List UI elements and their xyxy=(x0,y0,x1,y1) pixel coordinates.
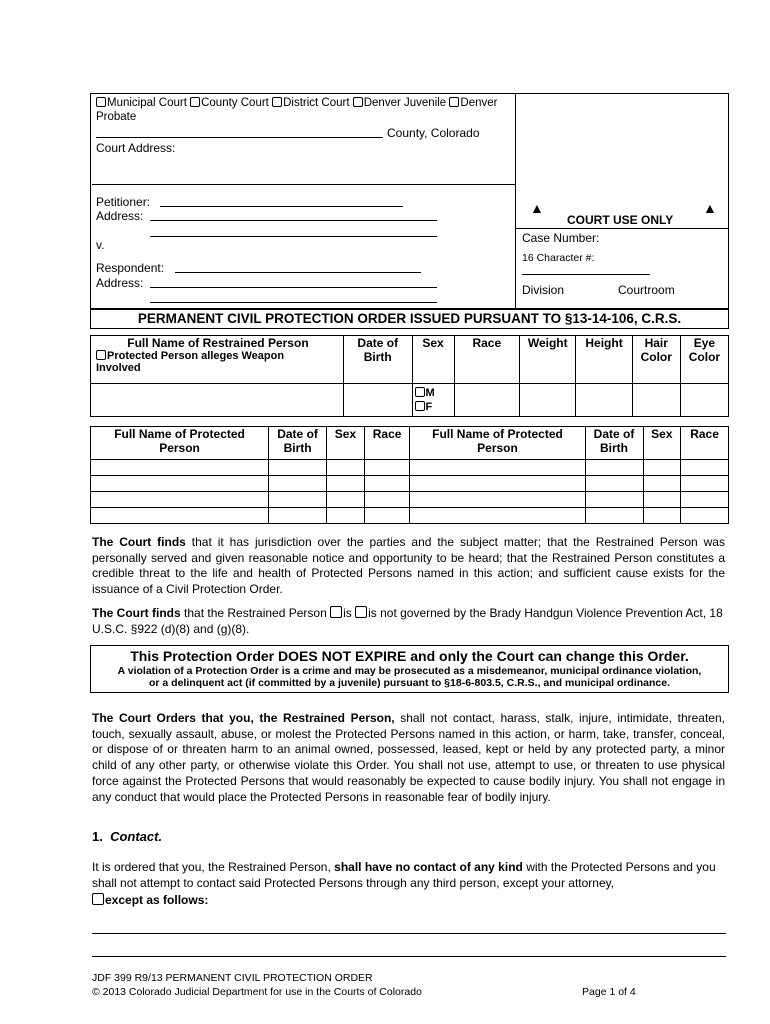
court-use-only-label: COURT USE ONLY xyxy=(567,213,674,227)
expiration-notice-box xyxy=(90,645,729,693)
restrained-sex-cell xyxy=(412,384,454,417)
table-cell[interactable] xyxy=(364,508,410,524)
restrained-name-header: Full Name of Restrained Person Protected Person alleges Weapon Involved xyxy=(91,336,344,384)
footer-copyright: © 2013 Colorado Judicial Department for use in the Courts of Colorado xyxy=(92,986,422,998)
table-cell[interactable] xyxy=(91,508,269,524)
court-option-probate-cont: Probate xyxy=(96,111,137,123)
exception-field[interactable] xyxy=(92,933,726,934)
checkbox-icon[interactable] xyxy=(355,606,367,618)
notice-line-1: A violation of a Protection Order is a crime and may be prosecuted as a misdemeanor, municipal ordinance violation, xyxy=(117,665,702,677)
checkbox-icon[interactable] xyxy=(415,387,425,397)
brady-finding-paragraph: The Court finds that the Restrained Person is is not governed by the Brady Handgun Violence Prevention Act, 18 U.S.C. §922 (d)(8) and (g)(8). xyxy=(92,606,723,636)
restrained-height-header: Height xyxy=(576,336,632,384)
court-type-options xyxy=(96,97,497,109)
table-cell[interactable] xyxy=(327,508,365,524)
table-cell[interactable] xyxy=(327,476,365,492)
restrained-dob-cell[interactable] xyxy=(343,384,412,417)
table-cell[interactable] xyxy=(585,508,643,524)
table-cell[interactable] xyxy=(643,476,681,492)
petitioner-address-field[interactable] xyxy=(150,220,437,221)
restrained-hair-header: Hair Color xyxy=(632,336,680,384)
table-cell[interactable] xyxy=(327,492,365,508)
protected-race-header: Race xyxy=(364,427,410,460)
protected-name-header: Full Name of Protected Person xyxy=(91,427,269,460)
checkbox-icon[interactable] xyxy=(272,97,282,107)
restrained-person-table xyxy=(90,335,729,417)
case-number-field[interactable] xyxy=(522,274,650,275)
restrained-eye-cell[interactable] xyxy=(680,384,728,417)
court-option-district[interactable]: District Court xyxy=(272,97,349,109)
table-cell[interactable] xyxy=(91,460,269,476)
courtroom-label: Courtroom xyxy=(618,283,675,297)
table-cell[interactable] xyxy=(410,460,585,476)
court-address-divider xyxy=(92,184,515,185)
table-cell[interactable] xyxy=(269,492,327,508)
table-cell[interactable] xyxy=(585,492,643,508)
sixteen-character-label: 16 Character #: xyxy=(522,252,595,264)
protected-dob-header: Date of Birth xyxy=(585,427,643,460)
table-cell[interactable] xyxy=(410,476,585,492)
section-contact-heading: 1. Contact. xyxy=(92,829,163,844)
weapon-involved-option[interactable]: Protected Person alleges Weapon xyxy=(96,350,340,362)
caption-divider xyxy=(515,93,516,309)
protected-sex-header: Sex xyxy=(327,427,365,460)
table-cell[interactable] xyxy=(681,476,729,492)
table-cell[interactable] xyxy=(364,476,410,492)
table-row xyxy=(91,460,729,476)
table-row xyxy=(91,492,729,508)
exception-field-2[interactable] xyxy=(92,956,726,957)
division-label: Division xyxy=(522,283,565,297)
table-cell[interactable] xyxy=(269,476,327,492)
table-cell[interactable] xyxy=(269,508,327,524)
table-cell[interactable] xyxy=(585,476,643,492)
checkbox-icon[interactable] xyxy=(96,350,106,360)
court-option-denver-probate[interactable]: Denver xyxy=(449,97,497,109)
table-cell[interactable] xyxy=(643,492,681,508)
respondent-address-label: Address: xyxy=(96,276,144,290)
respondent-label: Respondent: xyxy=(96,261,165,275)
table-cell[interactable] xyxy=(91,492,269,508)
table-cell[interactable] xyxy=(681,492,729,508)
notice-line-2: or a delinquent act (if committed by a juvenile) pursuant to §18-6-803.5, C.R.S., and municipal ordinance. xyxy=(148,677,671,689)
table-cell[interactable] xyxy=(643,460,681,476)
footer-form-id: JDF 399 R9/13 PERMANENT CIVIL PROTECTION ORDER xyxy=(92,972,373,984)
restrained-height-cell[interactable] xyxy=(576,384,632,417)
respondent-field[interactable] xyxy=(175,272,421,273)
sex-option-m[interactable]: M xyxy=(415,386,452,400)
checkbox-icon[interactable] xyxy=(96,97,106,107)
table-cell[interactable] xyxy=(410,492,585,508)
restrained-dob-header: Date of Birth xyxy=(343,336,412,384)
petitioner-label: Petitioner: xyxy=(96,195,151,209)
table-row xyxy=(91,508,729,524)
restrained-weight-cell[interactable] xyxy=(520,384,576,417)
respondent-address-field-2[interactable] xyxy=(150,302,437,303)
checkbox-icon[interactable] xyxy=(449,97,459,107)
order-title: PERMANENT CIVIL PROTECTION ORDER ISSUED PURSUANT TO §13-14-106, C.R.S. xyxy=(90,309,729,329)
petitioner-address-label: Address: xyxy=(96,209,144,223)
checkbox-icon[interactable] xyxy=(92,893,104,905)
sex-option-f[interactable]: F xyxy=(415,400,452,414)
table-cell[interactable] xyxy=(681,508,729,524)
table-cell[interactable] xyxy=(364,492,410,508)
restrained-weight-header: Weight xyxy=(520,336,576,384)
table-cell[interactable] xyxy=(410,508,585,524)
table-row xyxy=(91,476,729,492)
county-label: County, Colorado xyxy=(387,126,480,140)
protected-race-header: Race xyxy=(681,427,729,460)
respondent-address-field[interactable] xyxy=(150,287,437,288)
table-cell[interactable] xyxy=(681,460,729,476)
table-cell[interactable] xyxy=(91,476,269,492)
table-cell[interactable] xyxy=(269,460,327,476)
table-cell[interactable] xyxy=(327,460,365,476)
court-option-county[interactable]: County Court xyxy=(190,97,269,109)
table-cell[interactable] xyxy=(364,460,410,476)
versus-label: v. xyxy=(96,238,105,252)
notice-headline: This Protection Order DOES NOT EXPIRE and only the Court can change this Order. xyxy=(130,648,689,664)
protected-persons-table xyxy=(90,426,729,524)
restrained-race-header: Race xyxy=(454,336,520,384)
court-option-municipal[interactable]: Municipal Court xyxy=(96,97,187,109)
petitioner-field[interactable] xyxy=(160,206,403,207)
protected-name-header: Full Name of Protected Person xyxy=(410,427,585,460)
restrained-hair-cell[interactable] xyxy=(632,384,680,417)
restrained-name-cell[interactable] xyxy=(91,384,344,417)
court-use-divider xyxy=(515,228,729,229)
table-cell[interactable] xyxy=(585,460,643,476)
checkbox-icon[interactable] xyxy=(415,401,425,411)
checkbox-icon[interactable] xyxy=(353,97,363,107)
petitioner-address-field-2[interactable] xyxy=(150,236,437,237)
checkbox-icon[interactable] xyxy=(330,606,342,618)
court-orders-paragraph: The Court Orders that you, the Restrained Person, shall not contact, harass, stalk, injure, intimidate, threaten, touch, sexually assault, abuse, or molest the Protected Persons named in this action, or harm, take, transfer, conceal, or dispose of or threaten harm to an animal owned, possessed, leased, kept or held by any protected party, a minor child of any other party, or otherwise violate this Order. You shall not use, attempt to use, or threaten to use physical force against the Protected Persons that would reasonably be expected to cause bodily injury. You shall not engage in any conduct that would place the Protected Persons in reasonable fear of bodily injury. xyxy=(92,711,725,804)
case-number-label: Case Number: xyxy=(522,231,600,245)
county-field[interactable] xyxy=(96,137,383,138)
restrained-race-cell[interactable] xyxy=(454,384,520,417)
court-findings-paragraph: The Court finds that it has jurisdiction over the parties and the subject matter; that the Restrained Person was personally served and given reasonable notice and opportunity to be heard; that the Restrained Person constitutes a credible threat to the life and health of Protected Persons named in this action; and sufficient cause exists for the issuance of a Civil Protection Order. xyxy=(92,535,725,596)
court-option-denver-juvenile[interactable]: Denver Juvenile xyxy=(353,97,446,109)
protected-sex-header: Sex xyxy=(643,427,681,460)
checkbox-icon[interactable] xyxy=(190,97,200,107)
restrained-sex-header: Sex xyxy=(412,336,454,384)
court-address-label: Court Address: xyxy=(96,141,176,155)
arrow-up-icon: ▲ xyxy=(703,200,717,216)
table-cell[interactable] xyxy=(643,508,681,524)
except-as-follows-option[interactable]: except as follows: xyxy=(92,893,208,907)
footer-page-number: Page 1 of 4 xyxy=(582,986,636,998)
arrow-up-icon: ▲ xyxy=(530,200,544,216)
protected-dob-header: Date of Birth xyxy=(269,427,327,460)
contact-paragraph: It is ordered that you, the Restrained Person, shall have no contact of any kind with the Protected Persons and you shall not attempt to contact said Protected Persons through any third person, except your attorney, xyxy=(92,860,716,890)
restrained-eye-header: Eye Color xyxy=(680,336,728,384)
